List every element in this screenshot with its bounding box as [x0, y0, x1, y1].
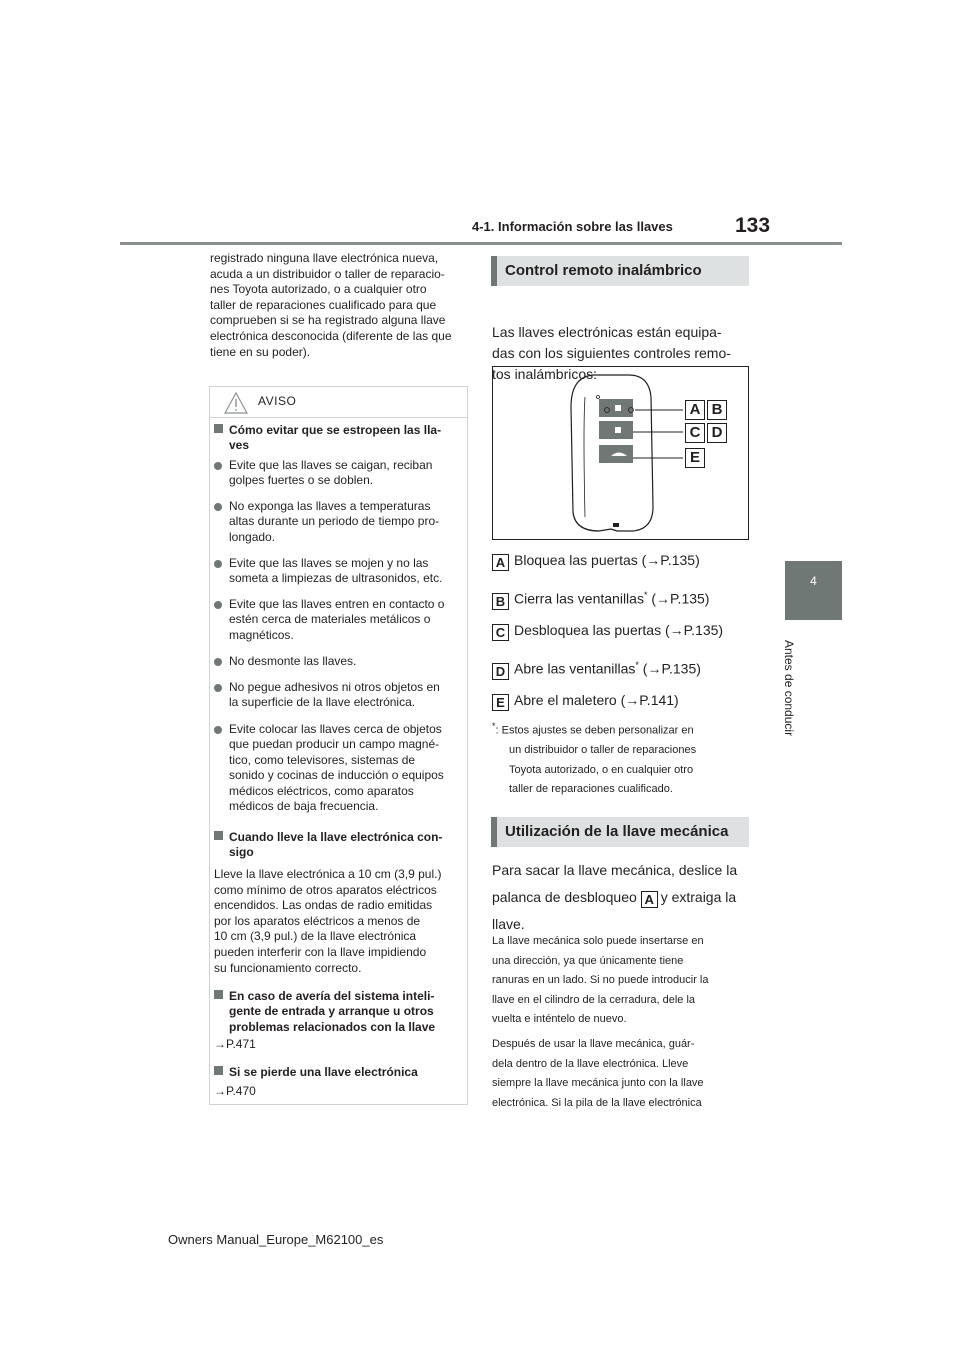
- text-line: por los aparatos eléctricos a menos de: [214, 913, 421, 928]
- footnote-mark: *: [643, 590, 648, 600]
- aviso-heading-keys-damage: [214, 423, 475, 454]
- item-label: B: [492, 593, 509, 610]
- section-title: 4-1. Información sobre las llaves: [472, 219, 673, 234]
- item-text: Abre el maletero (→P.141): [514, 692, 679, 708]
- item-text: Desbloquea las puertas (→P.135): [514, 622, 724, 638]
- bullet-line: que puedan producir un campo magné-: [229, 737, 440, 752]
- footer-text: Owners Manual_Europe_M62100_es: [168, 1232, 384, 1247]
- page-number: 133: [735, 214, 771, 237]
- chapter-label: [780, 640, 800, 750]
- remote-item-trunk: [492, 690, 679, 711]
- bullet-line: médicos eléctricos, como aparatos: [229, 783, 414, 798]
- warning-triangle-icon: [224, 392, 248, 419]
- bullet-line: No pegue adhesivos ni otros objetos en: [229, 680, 440, 694]
- text-line: encendidos. Las ondas de radio emitidas: [214, 898, 433, 913]
- item-text: Abre las ventanillas: [514, 660, 636, 677]
- remote-item-unlock: [492, 620, 723, 641]
- footnote-line: : Estos ajustes se deben personalizar en: [495, 724, 694, 737]
- heading-line: En caso de avería del sistema inteli-: [229, 989, 435, 1003]
- warning-divider: [210, 417, 467, 418]
- footnote-mark: *: [492, 721, 496, 731]
- text-line: Lleve la llave electrónica a 10 cm (3,9 pul.): [214, 867, 442, 881]
- text-line: y extraiga la: [660, 889, 737, 905]
- bullet-line: sonido y cocinas de inducción o equipos: [229, 768, 444, 783]
- figure-label-e: E: [685, 448, 705, 468]
- footnote-mark: *: [635, 660, 639, 670]
- text-line: su funcionamiento correcto.: [214, 960, 362, 975]
- mechanical-paragraph-2: [492, 932, 754, 1030]
- item-label: D: [492, 663, 509, 680]
- intro-paragraph: [210, 251, 472, 360]
- heading-line: Si se pierde una llave electrónica: [229, 1065, 418, 1079]
- text-line: siempre la llave mecánica junto con la llave: [492, 1077, 704, 1090]
- item-ref[interactable]: (→P.135): [647, 590, 710, 607]
- heading-line: ves: [229, 438, 250, 453]
- aviso-heading-carrying-key: [214, 830, 475, 861]
- item-label: C: [492, 624, 509, 641]
- round-bullet-icon: [214, 601, 222, 609]
- bullet-line: médicos de baja frecuencia.: [229, 799, 379, 814]
- round-bullet-icon: [214, 462, 222, 470]
- footnote-line: Toyota autorizado, o en cualquier otro: [509, 763, 694, 776]
- footnote-line: taller de reparaciones cualificado.: [509, 783, 673, 796]
- text-line: Las llaves electrónicas están equipa-: [492, 324, 722, 340]
- round-bullet-icon: [214, 684, 222, 692]
- page-reference-link[interactable]: →P.471: [214, 1037, 256, 1051]
- footnote-line: un distribuidor o taller de reparaciones: [509, 744, 697, 757]
- intro-line: acuda a un distribuidor o taller de reparacio-: [210, 266, 445, 281]
- aviso-bullet: [214, 499, 475, 545]
- bullet-line: altas durante un periodo de tiempo pro-: [229, 514, 440, 529]
- square-bullet-icon: [214, 831, 223, 840]
- bullet-line: estén cerca de materiales metálicos o: [229, 612, 431, 627]
- item-label: E: [492, 694, 509, 711]
- text-line: palanca de desbloqueo: [492, 889, 637, 905]
- text-line: ranuras en un lado. Si no puede introducir la: [492, 974, 709, 987]
- text-line: Después de usar la llave mecánica, guár-: [492, 1038, 695, 1050]
- text-line: vuelta e inténtelo de nuevo.: [492, 1013, 627, 1026]
- heading-line: problemas relacionados con la llave: [229, 1019, 436, 1034]
- item-text: Bloquea las puertas (→P.135): [514, 552, 700, 568]
- mechanical-paragraph-3: [492, 1035, 754, 1113]
- aviso-heading-system-failure: [214, 989, 475, 1035]
- aviso-bullet: [214, 680, 475, 711]
- aviso-bullet: [214, 597, 475, 643]
- remote-item-close-windows: [492, 585, 709, 610]
- text-line: llave.: [492, 916, 525, 932]
- text-line: dela dentro de la llave electrónica. Lleve: [492, 1057, 689, 1070]
- bullet-line: Evite que las llaves se caigan, reciban: [229, 458, 433, 472]
- bullet-line: magnéticos.: [229, 627, 294, 642]
- text-line: llave en el cilindro de la cerradura, dele la: [492, 993, 696, 1006]
- item-label: A: [492, 554, 509, 571]
- text-line: das con los siguientes controles remo-: [492, 345, 731, 361]
- intro-line: comprueben si se ha registrado alguna llave: [210, 313, 446, 328]
- heading-line: gente de entrada y arranque u otros: [229, 1004, 434, 1019]
- text-line: pueden interferir con la llave impidiendo: [214, 944, 427, 959]
- round-bullet-icon: [214, 560, 222, 568]
- bullet-line: someta a limpiezas de ultrasonidos, etc.: [229, 571, 443, 586]
- intro-line: taller de reparaciones cualificado para que: [210, 297, 437, 312]
- key-fob-illustration: [492, 366, 749, 540]
- text-line: una dirección, ya que únicamente tiene: [492, 954, 684, 967]
- aviso-bullet: [214, 556, 475, 587]
- remote-item-open-windows: [492, 655, 701, 680]
- section-heading-remote: Control remoto inalámbrico: [491, 256, 749, 286]
- round-bullet-icon: [214, 658, 222, 666]
- warning-title: AVISO: [258, 394, 297, 408]
- text-line: La llave mecánica solo puede insertarse en: [492, 935, 704, 947]
- bullet-line: No exponga las llaves a temperaturas: [229, 499, 431, 513]
- section-heading-mechanical-key: Utilización de la llave mecánica: [491, 817, 749, 847]
- aviso-bullet: [214, 458, 475, 489]
- round-bullet-icon: [214, 726, 222, 734]
- bullet-line: Evite colocar las llaves cerca de objetos: [229, 722, 442, 736]
- chapter-label-text: Antes de conducir: [782, 640, 796, 737]
- intro-line: registrado ninguna llave electrónica nueva,: [210, 251, 439, 265]
- heading-line: sigo: [229, 845, 254, 860]
- aviso-paragraph: [214, 867, 460, 976]
- bullet-line: No desmonte las llaves.: [229, 654, 357, 668]
- intro-line: tiene en su poder).: [210, 344, 311, 359]
- bullet-line: tico, como televisores, sistemas de: [229, 752, 416, 767]
- square-bullet-icon: [214, 990, 223, 999]
- aviso-heading-lost-key: [214, 1065, 475, 1080]
- text-line: 10 cm (3,9 pul.) de la llave electrónica: [214, 929, 417, 944]
- bullet-line: Evite que las llaves se mojen y no las: [229, 556, 429, 570]
- figure-label-a: A: [685, 400, 705, 420]
- square-bullet-icon: [214, 424, 223, 433]
- aviso-bullet: [214, 722, 475, 814]
- item-ref[interactable]: (→P.135): [638, 660, 701, 677]
- intro-line: electrónica desconocida (diferente de las que: [210, 328, 452, 343]
- text-line: tos inalámbricos:: [492, 366, 598, 382]
- bullet-line: Evite que las llaves entren en contacto o: [229, 597, 445, 611]
- mechanical-paragraph-1: [492, 857, 754, 938]
- remote-item-lock: [492, 550, 700, 571]
- heading-line: Cómo evitar que se estropeen las lla-: [229, 423, 442, 437]
- bullet-line: la superficie de la llave electrónica.: [229, 695, 416, 710]
- item-text: Cierra las ventanillas: [514, 590, 644, 607]
- figure-label-d: D: [707, 423, 727, 443]
- bullet-line: golpes fuertes o se doblen.: [229, 473, 374, 488]
- bullet-line: longado.: [229, 529, 276, 544]
- heading-line: Cuando lleve la llave electrónica con-: [229, 830, 443, 844]
- aviso-bullet: [214, 654, 475, 669]
- text-line: electrónica. Si la pila de la llave electrónica: [492, 1096, 702, 1109]
- figure-label-b: B: [707, 400, 727, 420]
- intro-line: nes Toyota autorizado, o a cualquier otro: [210, 282, 427, 297]
- square-bullet-icon: [214, 1066, 223, 1075]
- page-reference-link[interactable]: →P.470: [214, 1084, 256, 1098]
- inline-label-a: A: [641, 891, 658, 908]
- round-bullet-icon: [214, 503, 222, 511]
- footnote: [492, 717, 754, 800]
- chapter-tab[interactable]: 4: [785, 561, 842, 620]
- header-rule: [120, 242, 842, 245]
- text-line: como mínimo de otros aparatos eléctricos: [214, 882, 437, 897]
- figure-label-c: C: [685, 423, 705, 443]
- text-line: Para sacar la llave mecánica, deslice la: [492, 862, 738, 878]
